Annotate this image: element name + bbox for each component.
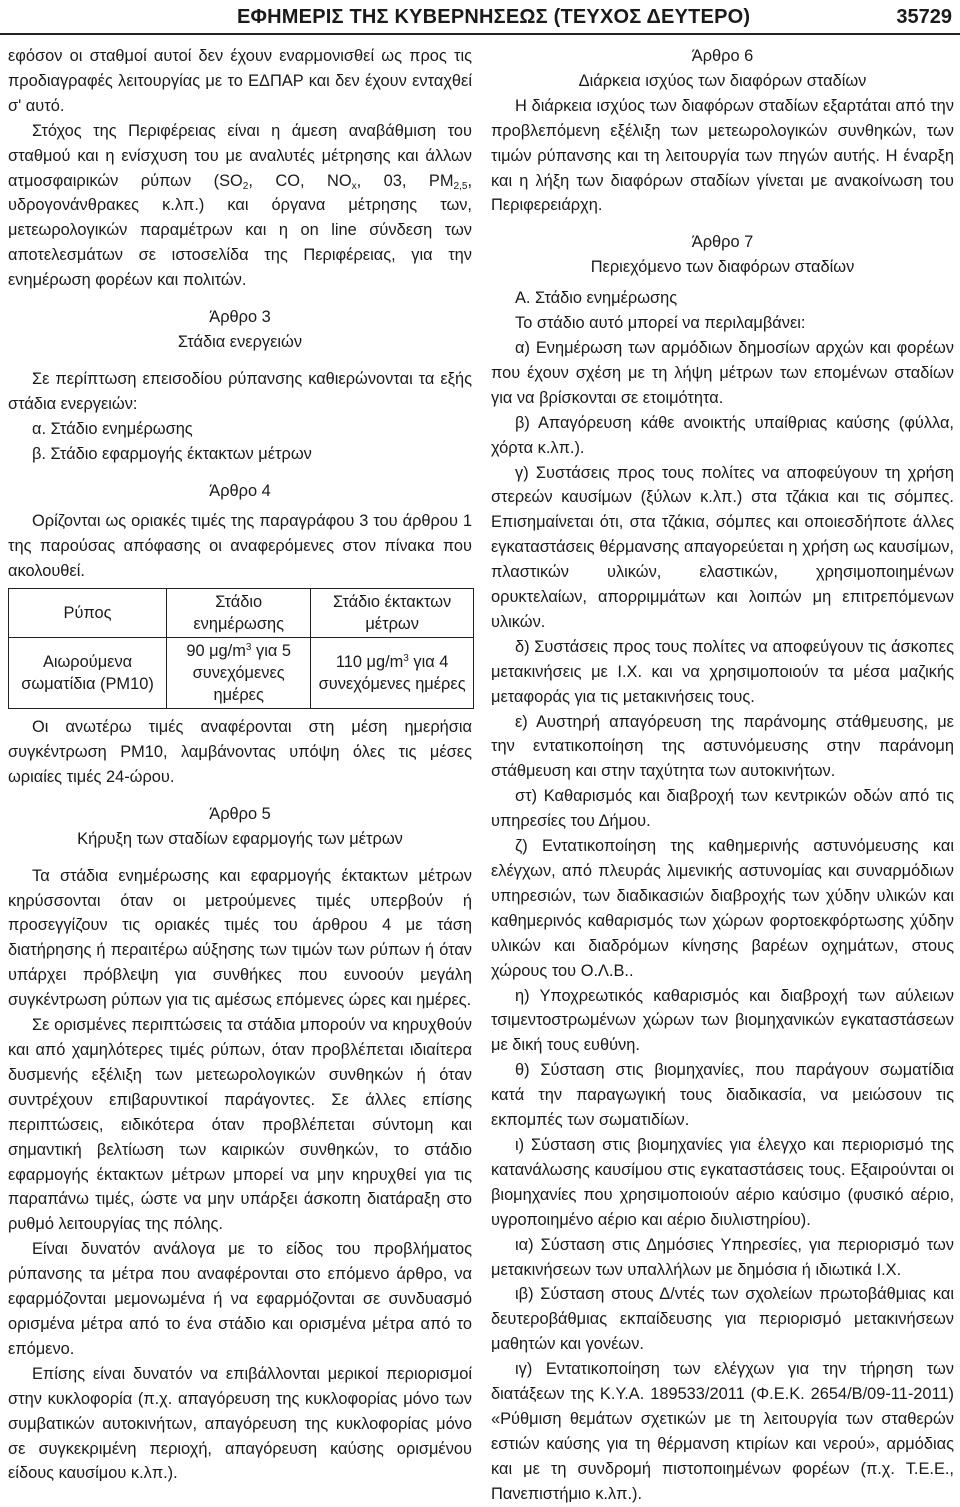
article-5-subtitle: Κήρυξη των σταδίων εφαρμογής των μέτρων bbox=[77, 829, 403, 848]
article-3-item-a: α. Στάδιο ενημέρωσης bbox=[32, 419, 193, 438]
list-item: ε) Αυστηρή απαγόρευση της παράνομης στάθμευσης, με την εντατικοποίηση της αστυνόμευσης στην παράνομη στάθμευση και στην ταχύτητα των αυτοκινήτων. bbox=[491, 712, 954, 781]
article-4-paragraph-1: Ορίζονται ως οριακές τιμές της παραγράφου 3 του άρθρου 1 της παρούσας απόφασης οι αναφερόμενες στον πίνακα που ακολουθεί. bbox=[8, 512, 472, 581]
cell-info-limit: 90 $\mu g/m^3$ για 5 συνεχόμενες ημέρες bbox=[167, 638, 311, 709]
stage-a-heading: Α. Στάδιο ενημέρωσης bbox=[515, 289, 678, 308]
header-pollutant: Ρύπος bbox=[9, 589, 167, 638]
article-4-title: Άρθρο 4 bbox=[209, 481, 271, 500]
goal-text-d: , υδρογονάνθρακες κ.λπ.) και όργανα μέτρησης των, μετεωρολογικών παραμέτρων και η on line σύνδεση των αποτελεσμάτων σε ιστοσελίδα της Περιφέρειας, για την ενημέρωση φορέων και πολιτών. bbox=[8, 171, 472, 290]
article-3-subtitle: Στάδια ενεργειών bbox=[177, 332, 303, 351]
article-5-paragraph-3: Είναι δυνατόν ανάλογα με το είδος του προβλήματος ρύπανσης τα μέτρα που αναφέρονται στο επόμενο άρθρο, να εφαρμόζονται μεμονωμένα ή να εφαρμόζονται σε συνδυασμό ορισμένα μέτρα από το ένα στάδιο και ορισμένα μέτρα από το επόμενο. bbox=[8, 1240, 472, 1358]
goal-subscript-nox: x bbox=[351, 180, 357, 192]
intro-paragraph: εφόσον οι σταθμοί αυτοί δεν έχουν εναρμονισθεί ως προς τις προδιαγραφές λειτουργίας με το ΕΔΠΑΡ και δεν έχουν ενταχθεί σ' αυτό. bbox=[8, 47, 472, 115]
article-5-paragraph-1: Τα στάδια ενημέρωσης και εφαρμογής έκτακτων μέτρων κηρύσσονται όταν οι μετρούμενες τιμές υπερβούν ή προσεγγίζουν τις οριακές τιμές του άρθρου 4 με τάση διατήρησης ή περαιτέρω αύξησης των τιμών των ρύπων ή όταν υπάρχει πρόβλεψη για συνθήκες που ευνοούν μεγάλη συγκέντρωση ρύπων για τις αμέσως επόμενες ώρες και ημέρες. bbox=[8, 866, 472, 1010]
list-item: ι) Σύσταση στις βιομηχανίες για έλεγχο και περιορισμό της κατανάλωσης καυσίμου στις εγκαταστάσεις τους. Εξαιρούνται οι βιομηχανίες που χρησιμοποιούν αέριο καύσιμο (φυσικό αέριο, υγροποιημένο αέριο και αέριο διυλιστηρίου). bbox=[491, 1135, 954, 1229]
list-item: δ) Συστάσεις προς τους πολίτες να αποφεύγουν τις άσκοπες μετακινήσεις με Ι.Χ. και να χρησιμοποιούν τα μέσα μαζικής μεταφοράς για τις μετακινήσεις τους. bbox=[491, 637, 954, 706]
table-header-row bbox=[9, 589, 474, 638]
article-3-paragraph: Σε περίπτωση επεισοδίου ρύπανσης καθιερώνονται τα εξής στάδια ενεργειών: bbox=[8, 369, 472, 413]
page-header bbox=[0, 0, 960, 34]
list-item: η) Υποχρεωτικός καθαρισμός και διαβροχή των αύλειων τσιμεντοστρωμένων χώρων των βιομηχανικών εγκαταστάσεων με δική τους ευθύνη. bbox=[491, 986, 954, 1055]
goal-subscript-so2: 2 bbox=[242, 180, 249, 192]
article-6-subtitle: Διάρκεια ισχύος των διαφόρων σταδίων bbox=[578, 71, 867, 90]
list-item: ιγ) Εντατικοποίηση των ελέγχων για την τήρηση των διατάξεων της Κ.Υ.Α. 189533/2011 (Φ.Ε.Κ. 2654/Β/09-11-2011) «Ρύθμιση θεμάτων σχετικών με τη λειτουργία των σταθερών εστιών καύσης για τη θέρμανση κτιρίων και νερού», αρμόδιας και με τη συνδρομή πιστοποιημένων φορέων (π.χ. Τ.Ε.Ε., Πανεπιστήμιο κ.λπ.). bbox=[491, 1360, 954, 1503]
article-7-subtitle: Περιεχόμενο των διαφόρων σταδίων bbox=[590, 258, 855, 277]
cell-pollutant-pm10: Αιωρούμενα σωματίδια (PM10) bbox=[9, 638, 167, 709]
gazette-title: ΕΦΗΜΕΡΙΣ ΤΗΣ ΚΥΒΕΡΝΗΣΕΩΣ (ΤΕΥΧΟΣ ΔΕΥΤΕΡΟ) bbox=[237, 6, 751, 28]
limit-values-table bbox=[8, 588, 474, 709]
list-item: ιβ) Σύσταση στους Δ/ντές των σχολείων πρωτοβάθμιας και δευτεροβάθμιας εκπαίδευσης για περιορισμό μετακινήσεων μαθητών και γονέων. bbox=[491, 1285, 954, 1354]
list-item: α) Ενημέρωση των αρμόδιων δημοσίων αρχών και φορέων που έχουν σχέση με τη λήψη μέτρων των επομένων σταδίων για να βρίσκονται σε ετοιμότητα. bbox=[491, 338, 954, 407]
article-6-title: Άρθρο 6 bbox=[691, 47, 754, 65]
article-5-title: Άρθρο 5 bbox=[209, 804, 271, 823]
cell-emergency-limit: 110 $\mu g/m^3$ για 4 συνεχόμενες ημέρες bbox=[311, 638, 474, 709]
header-info-stage: Στάδιο ενημέρωσης bbox=[167, 589, 311, 638]
list-item: γ) Συστάσεις προς τους πολίτες να αποφεύγουν τη χρήση στερεών καυσίμων (ξύλων κ.λπ.) στα τζάκια και τις σόμπες. Επισημαίνεται ότι, στα τζάκια, σόμπες και οποιεσδήποτε άλλες εγκαταστάσεις θέρμανσης απαγορεύεται η χρήση ως καυσίμων, πλαστικών υλικών, ελαστικών, χρησιμοποιημένων ορυκτελαίων, απορριμμάτων και λοιπών μη επιτρεπόμενων υλικών. bbox=[491, 463, 954, 631]
article-5-paragraph-2: Σε ορισμένες περιπτώσεις τα στάδια μπορούν να κηρυχθούν και από χαμηλότερες τιμές ρύπων, όταν προβλέπεται ιδιαίτερα δυσμενής εξέλιξη των μετεωρολογικών συνθηκών ή όταν συντρέχουν επιβαρυντικοί παράγοντες. Σε άλλες επίσης περιπτώσεις, ειδικότερα όταν προβλέπεται σύντομη και σημαντική βελτίωση των καιρικών συνθηκών, το στάδιο εφαρμογής έκτακτων μέτρων μπορεί να μην κηρυχθεί για τις παραπάνω τιμές, ώστε να μην υπάρξει άσκοπη διατάραξη στο ρυθμό λειτουργίας της πόλης. bbox=[8, 1016, 472, 1234]
goal-text-a: Στόχος της Περιφέρειας είναι η άμεση αναβάθμιση του σταθμού και η ενίσχυση του με αναλυτές μέτρησης και άλλων ατμοσφαιρικών ρύπων (SO bbox=[8, 121, 472, 190]
article-5-paragraph-4: Επίσης είναι δυνατόν να επιβάλλονται μερικοί περιορισμοί στην κυκλοφορία (π.χ. απαγόρευση της κυκλοφορίας μόνο των συμβατικών αυτοκινήτων, απαγόρευση της κυκλοφορίας μόνο σε συγκεκριμένη περιοχή, απαγόρευση καύσης ορισμένου είδους καυσίμου κ.λπ.). bbox=[8, 1364, 472, 1483]
article-7-title: Άρθρο 7 bbox=[691, 233, 754, 252]
goal-subscript-pm: 2,5 bbox=[453, 180, 468, 192]
article-3-title: Άρθρο 3 bbox=[209, 308, 271, 327]
header-divider bbox=[0, 33, 960, 35]
page-number: 35729 bbox=[896, 6, 952, 28]
goal-text-c: , 03, PM bbox=[356, 171, 454, 190]
right-column bbox=[491, 44, 954, 1507]
list-item: ζ) Εντατικοποίηση της καθημερινής αστυνόμευσης και ελέγχων, από πλευράς λιμενικής αστυνομίας και συναρμόδιων υπηρεσιών, των διαδικασιών διαβροχής των χύδην υλικών και καθημερινός καθαρισμός των χώρων φορτοεκφόρτωσης χύδην υλικών και διαδρόμων κίνησης βαρέων οχημάτων, στους χώρους του Ο.Λ.Β.. bbox=[491, 837, 954, 980]
stage-a-intro: Το στάδιο αυτό μπορεί να περιλαμβάνει: bbox=[515, 314, 806, 333]
header-emergency-stage: Στάδιο έκτακτων μέτρων bbox=[311, 589, 474, 638]
article-6-paragraph: Η διάρκεια ισχύος των διαφόρων σταδίων εξαρτάται από την προβλεπόμενη εξέλιξη των μετεωρολογικών συνθηκών, των τιμών ρύπανσης και τη λειτουργία των πηγών αυτής. Η έναρξη και η λήξη των διαφόρων σταδίων γίνεται με ανακοίνωση του Περιφερειάρχη. bbox=[491, 96, 954, 215]
list-item: στ) Καθαρισμός και διαβροχή των κεντρικών οδών από τις υπηρεσίες του Δήμου. bbox=[491, 787, 954, 831]
list-item: θ) Σύσταση στις βιομηχανίες, που παράγουν σωματίδια κατά την παραγωγική τους διαδικασία, να μειώσουν τις εκπομπές των σωματιδίων. bbox=[491, 1061, 954, 1130]
article-4-paragraph-2: Οι ανωτέρω τιμές αναφέρονται στη μέση ημερήσια συγκέντρωση PM10, λαμβάνοντας υπόψη όλες τις μέσες ωριαίες τιμές 24-ώρου. bbox=[8, 718, 472, 786]
article-3-item-b: β. Στάδιο εφαρμογής έκτακτων μέτρων bbox=[32, 444, 312, 463]
goal-text-b: , CO, NO bbox=[248, 171, 352, 190]
table-row bbox=[9, 638, 474, 709]
list-item: ια) Σύσταση στις Δημόσιες Υπηρεσίες, για περιορισμό των μετακινήσεων των υπαλλήλων με δημόσια ή ιδιωτικά Ι.Χ. bbox=[491, 1235, 954, 1279]
goal-paragraph bbox=[8, 119, 472, 293]
left-column bbox=[8, 44, 472, 1486]
list-item: β) Απαγόρευση κάθε ανοικτής υπαίθριας καύσης (φύλλα, χόρτα κ.λπ.). bbox=[491, 413, 954, 457]
